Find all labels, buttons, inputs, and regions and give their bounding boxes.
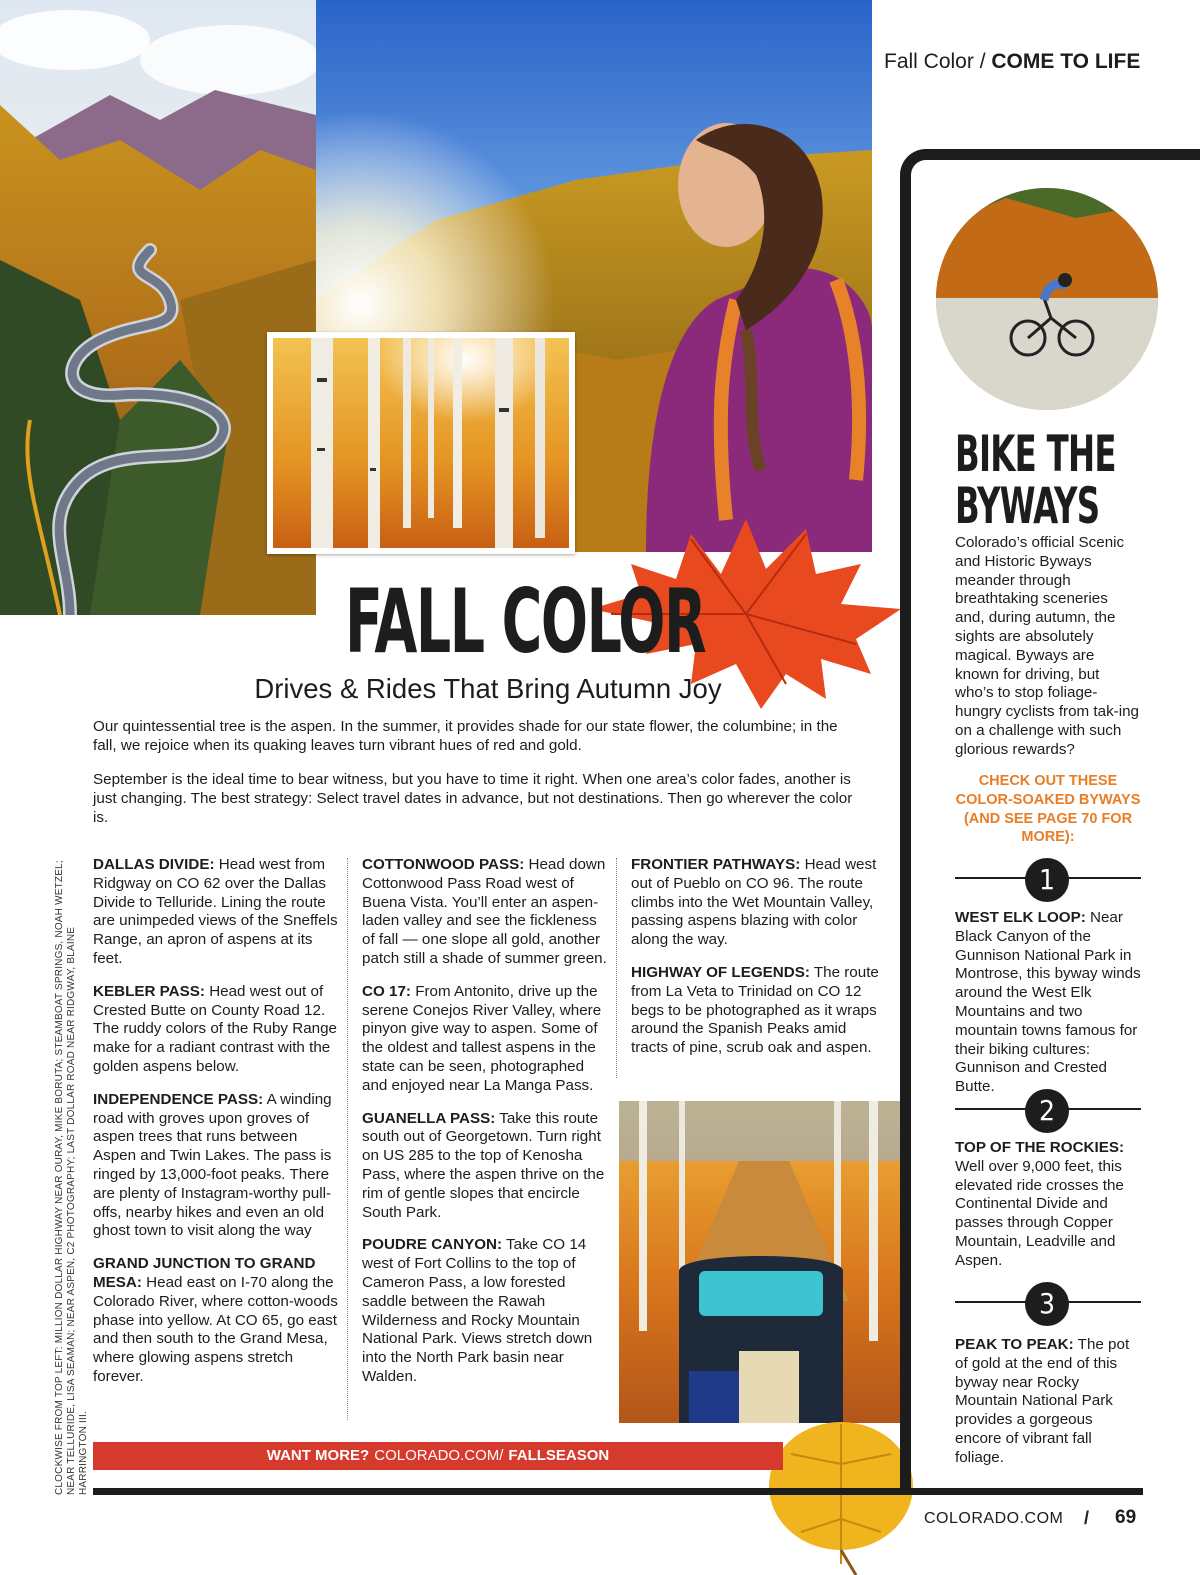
page-number: 69 (1115, 1507, 1137, 1528)
route-column (631, 856, 879, 1072)
footer-separator: / (1084, 1508, 1090, 1528)
route-item: CO 17: From Antonito, drive up the serene Conejos River Valley, where pinyon give way to aspen. Some of the oldest and tallest aspens in the state can be seen, photographed and enjoyed near La Manga Pass. (362, 982, 602, 1094)
photo-jeep-trail (619, 1101, 903, 1423)
photo-aspen-grove (267, 332, 575, 554)
route-item: FRONTIER PATHWAYS: Head west out of Pueblo on CO 96. The route climbs into the Wet Mountain Valley, passing aspens blazing with color along the way. (631, 856, 877, 949)
route-item: GRAND JUNCTION TO GRAND MESA: Head east on I-70 along the Colorado River, where cotton-woods phase into yellow. At CO 65, go east and then south to the Grand Mesa, where glowing aspens stretch forever. (93, 1255, 338, 1385)
intro-paragraph: Our quintessential tree is the aspen. In the summer, it provides shade for our state flower, the columbine; in the fall, we rejoice when its quaking leaves turn vibrant hues of red and gold. (93, 718, 838, 754)
sidebar-intro: Colorado’s official Scenic and Historic Byways meander through breathtaking sceneries and, during autumn, the sights are absolutely magical. Byways are known for driving, but who’s to stop foliage-hungry cyclists from tak-ing on a challenge with such glorious rewards? (955, 534, 1139, 758)
route-item: INDEPENDENCE PASS: A winding road with groves upon groves of aspen trees that runs between Aspen and Twin Lakes. The pass is ringed by 13,000-foot peaks. There are plenty of Instagram-worthy pull-offs, nearby hikes and even an old ghost town to visit along the way (93, 1090, 332, 1240)
route-item: GUANELLA PASS: Take this route south out of Georgetown. Turn right on US 285 to the top of Kenosha Pass, where the aspen thrive on the rim of gentle slopes that encircle South Park. (362, 1109, 605, 1221)
number-badge: 2 (1025, 1089, 1069, 1133)
photo-credit: CLOCKWISE FROM TOP LEFT: MILLION DOLLAR HIGHWAY NEAR OURAY, MIKE BORUTA; STEAMBOAT SPRINGS, NOAH WETZEL; NEAR TELLURIDE, LISA SEAMAN; NEAR ASPEN, C2 PHOTOGRAPHY; LAST DOLLAR ROAD NEAR RIDGWAY, BLAINE HARRINGTON III. (54, 860, 89, 1495)
column-divider (347, 858, 348, 1420)
sidebar-cta: CHECK OUT THESE COLOR-SOAKED BYWAYS (AND SEE PAGE 70 FOR MORE): (955, 773, 1141, 846)
byway-item: PEAK TO PEAK: The pot of gold at the end of this byway near Rocky Mountain National Park provides a gorgeous encore of vibrant fall foliage. (955, 1336, 1130, 1466)
column-divider (616, 858, 617, 1078)
route-column (362, 856, 610, 1401)
route-item: KEBLER PASS: Head west out of Crested Butte on County Road 12. The ruddy colors of the Ruby Range make for a radiant contrast with the golden aspens below. (93, 982, 337, 1075)
footer-rule (93, 1488, 1143, 1495)
byway-item: TOP OF THE ROCKIES: Well over 9,000 feet, this elevated ride crosses the Continental Divide and passes through Copper Mountain, Leadville and Aspen. (955, 1139, 1125, 1269)
route-item: POUDRE CANYON: Take CO 14 west of Fort Collins to the top of Cameron Pass, a low forested saddle between the Rawah Wilderness and Rocky Mountain National Park. Views stretch down into the North Park basin near Walden. (362, 1236, 593, 1385)
want-more-banner[interactable]: WANT MORE? COLORADO.COM/ FALLSEASON (93, 1442, 783, 1470)
page-title: FALL COLOR (345, 570, 706, 673)
byway-item: WEST ELK LOOP: Near Black Canyon of the Gunnison National Park in Montrose, this byway winds around the West Elk Mountains and two mountain towns famous for their biking cultures: Gunnison and Crested Butte. (955, 909, 1141, 1096)
page-subtitle: Drives & Rides That Bring Autumn Joy (254, 673, 722, 704)
route-item: HIGHWAY OF LEGENDS: The route from La Veta to Trinidad on CO 12 begs to be photographed as it wraps around the Spanish Peaks amid tracts of pine, scrub oak and aspen. (631, 963, 879, 1057)
route-item: COTTONWOOD PASS: Head down Cottonwood Pass Road west of Buena Vista. You’ll enter an aspen-laden valley and see the fickleness of fall — one slope all gold, another patch still a shade of summer green. (362, 856, 607, 967)
footer-site[interactable]: COLORADO.COM (924, 1510, 1064, 1527)
intro-paragraph: September is the ideal time to bear witness, but you have to time it right. When one area’s color fades, another is just changing. The best strategy: Select travel dates in advance, but not destinations. Then go wherever the color is. (93, 771, 853, 826)
route-item: DALLAS DIVIDE: Head west from Ridgway on CO 62 over the Dallas Divide to Telluride. Lining the route are unimpeded views of the Sneffels Range, an apron of aspens at its feet. (93, 856, 338, 967)
running-head: Fall Color / COME TO LIFE (884, 50, 1141, 73)
route-column (93, 856, 341, 1401)
sidebar-title: BIKE THE BYWAYS (955, 425, 1116, 535)
number-badge: 1 (1025, 858, 1069, 902)
number-badge: 3 (1025, 1282, 1069, 1326)
